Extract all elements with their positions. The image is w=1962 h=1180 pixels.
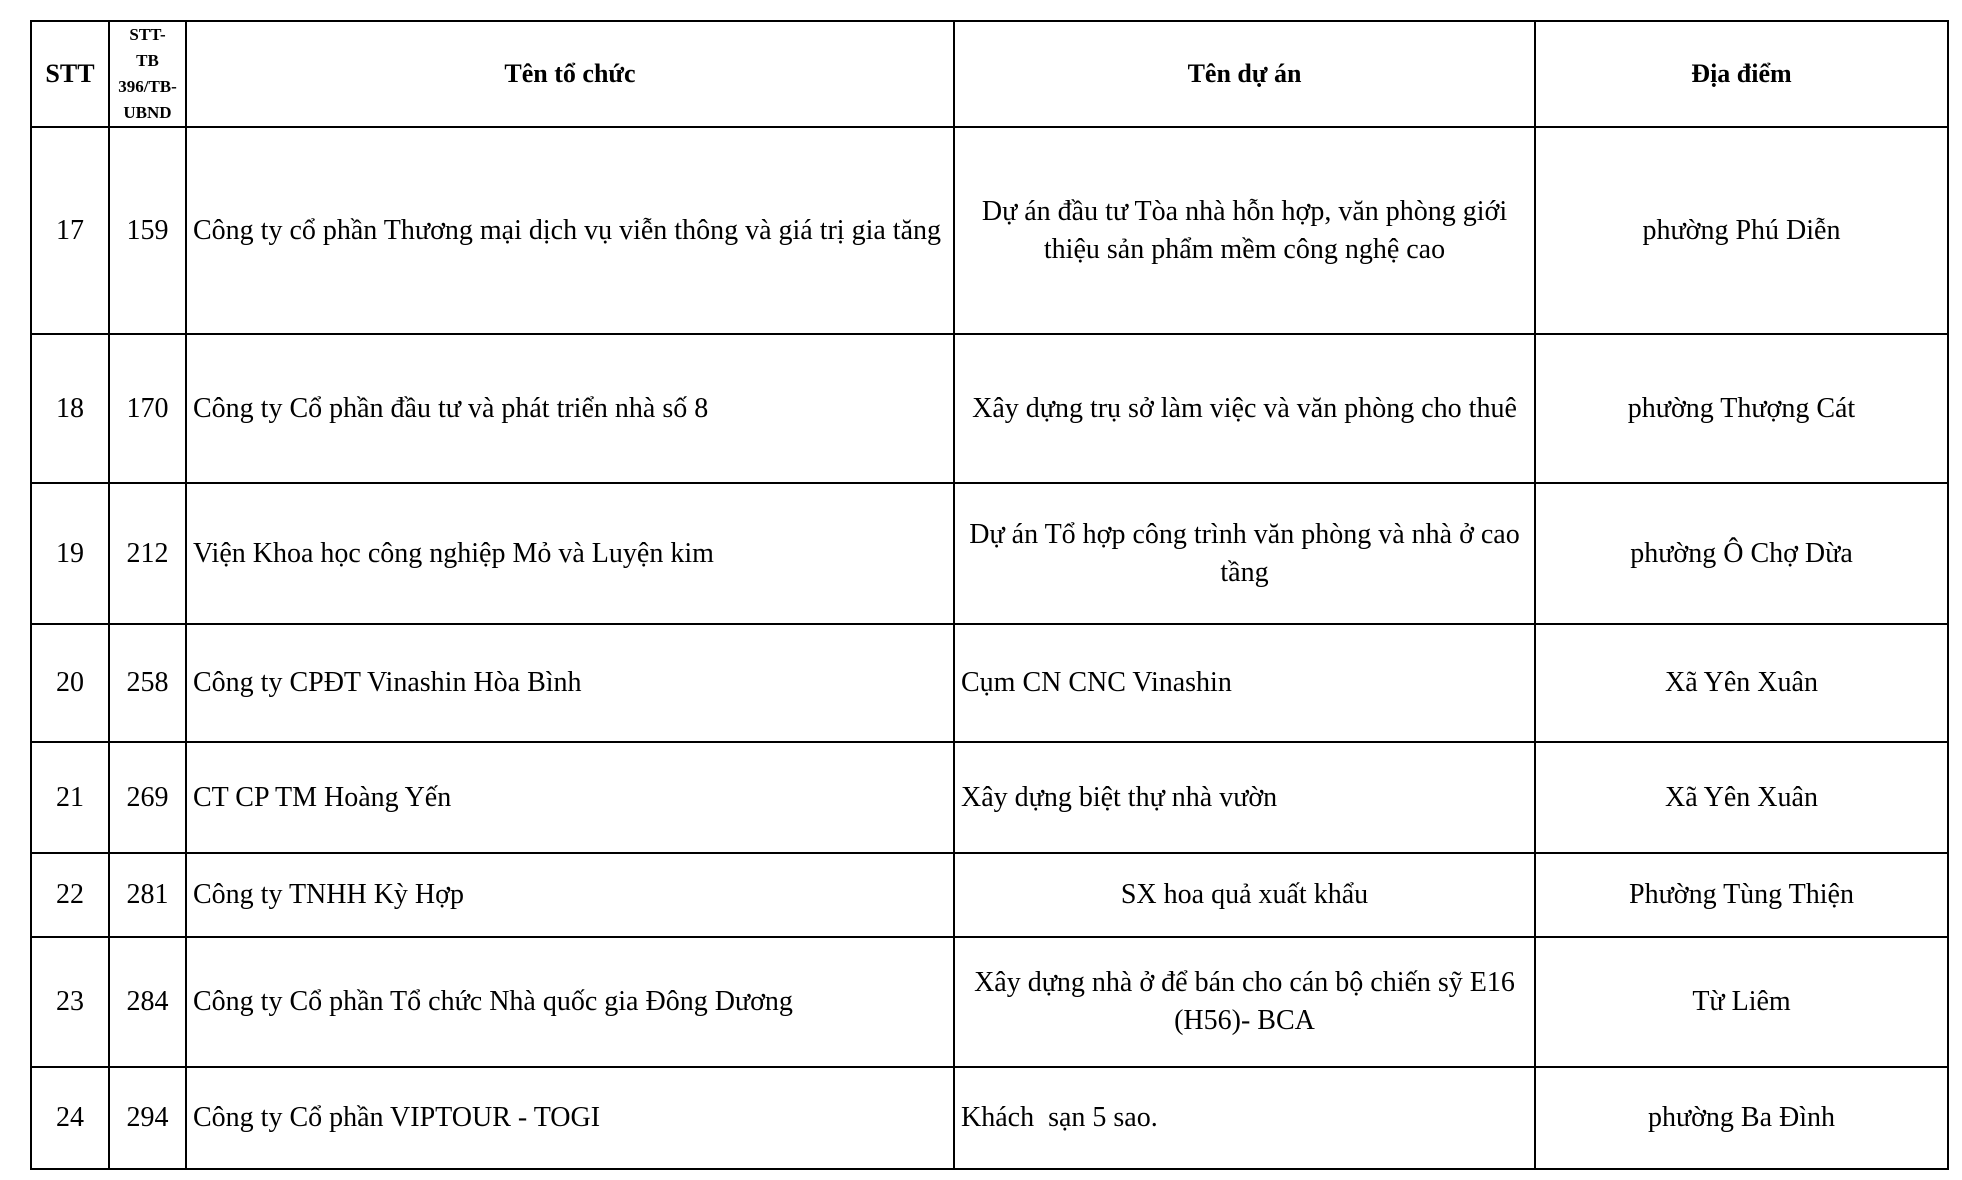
header-stt: STT (31, 21, 109, 127)
cell-org: Công ty TNHH Kỳ Hợp (186, 853, 954, 937)
cell-stt: 18 (31, 334, 109, 483)
cell-stt: 17 (31, 127, 109, 334)
cell-org: Công ty Cổ phần đầu tư và phát triển nhà số 8 (186, 334, 954, 483)
table-row (31, 127, 1948, 334)
header-org: Tên tổ chức (186, 21, 954, 127)
cell-location: phường Ô Chợ Dừa (1535, 483, 1948, 624)
header-project: Tên dự án (954, 21, 1535, 127)
table-row (31, 624, 1948, 742)
cell-location: Từ Liêm (1535, 937, 1948, 1067)
table-row (31, 1067, 1948, 1169)
cell-location: phường Phú Diễn (1535, 127, 1948, 334)
cell-stt: 21 (31, 742, 109, 853)
cell-org: CT CP TM Hoàng Yến (186, 742, 954, 853)
cell-project: Dự án Tổ hợp công trình văn phòng và nhà ở cao tầng (954, 483, 1535, 624)
cell-stt-tb: 258 (109, 624, 186, 742)
cell-stt-tb: 159 (109, 127, 186, 334)
cell-org: Công ty Cổ phần VIPTOUR - TOGI (186, 1067, 954, 1169)
table-header-row (31, 21, 1948, 127)
cell-project: Cụm CN CNC Vinashin (954, 624, 1535, 742)
cell-stt: 19 (31, 483, 109, 624)
cell-stt-tb: 294 (109, 1067, 186, 1169)
cell-location: Phường Tùng Thiện (1535, 853, 1948, 937)
cell-project: SX hoa quả xuất khẩu (954, 853, 1535, 937)
cell-project: Khách sạn 5 sao. (954, 1067, 1535, 1169)
cell-org: Viện Khoa học công nghiệp Mỏ và Luyện kim (186, 483, 954, 624)
table-row (31, 334, 1948, 483)
cell-stt: 20 (31, 624, 109, 742)
projects-table (30, 20, 1949, 1170)
cell-project: Xây dựng biệt thự nhà vườn (954, 742, 1535, 853)
cell-stt-tb: 212 (109, 483, 186, 624)
table-row (31, 853, 1948, 937)
cell-org: Công ty Cổ phần Tổ chức Nhà quốc gia Đông Dương (186, 937, 954, 1067)
cell-stt: 22 (31, 853, 109, 937)
header-location: Địa điểm (1535, 21, 1948, 127)
table-row (31, 742, 1948, 853)
cell-location: Xã Yên Xuân (1535, 624, 1948, 742)
cell-project: Xây dựng trụ sở làm việc và văn phòng cho thuê (954, 334, 1535, 483)
cell-stt-tb: 170 (109, 334, 186, 483)
cell-project: Xây dựng nhà ở để bán cho cán bộ chiến sỹ E16 (H56)- BCA (954, 937, 1535, 1067)
cell-stt: 24 (31, 1067, 109, 1169)
cell-location: Xã Yên Xuân (1535, 742, 1948, 853)
cell-location: phường Ba Đình (1535, 1067, 1948, 1169)
header-stt-tb: STT- TB 396/TB- UBND (109, 21, 186, 127)
cell-stt: 23 (31, 937, 109, 1067)
cell-stt-tb: 281 (109, 853, 186, 937)
cell-location: phường Thượng Cát (1535, 334, 1948, 483)
cell-org: Công ty CPĐT Vinashin Hòa Bình (186, 624, 954, 742)
table-row (31, 483, 1948, 624)
cell-org: Công ty cổ phần Thương mại dịch vụ viễn thông và giá trị gia tăng (186, 127, 954, 334)
cell-project: Dự án đầu tư Tòa nhà hỗn hợp, văn phòng giới thiệu sản phẩm mềm công nghệ cao (954, 127, 1535, 334)
cell-stt-tb: 269 (109, 742, 186, 853)
cell-stt-tb: 284 (109, 937, 186, 1067)
table-row (31, 937, 1948, 1067)
